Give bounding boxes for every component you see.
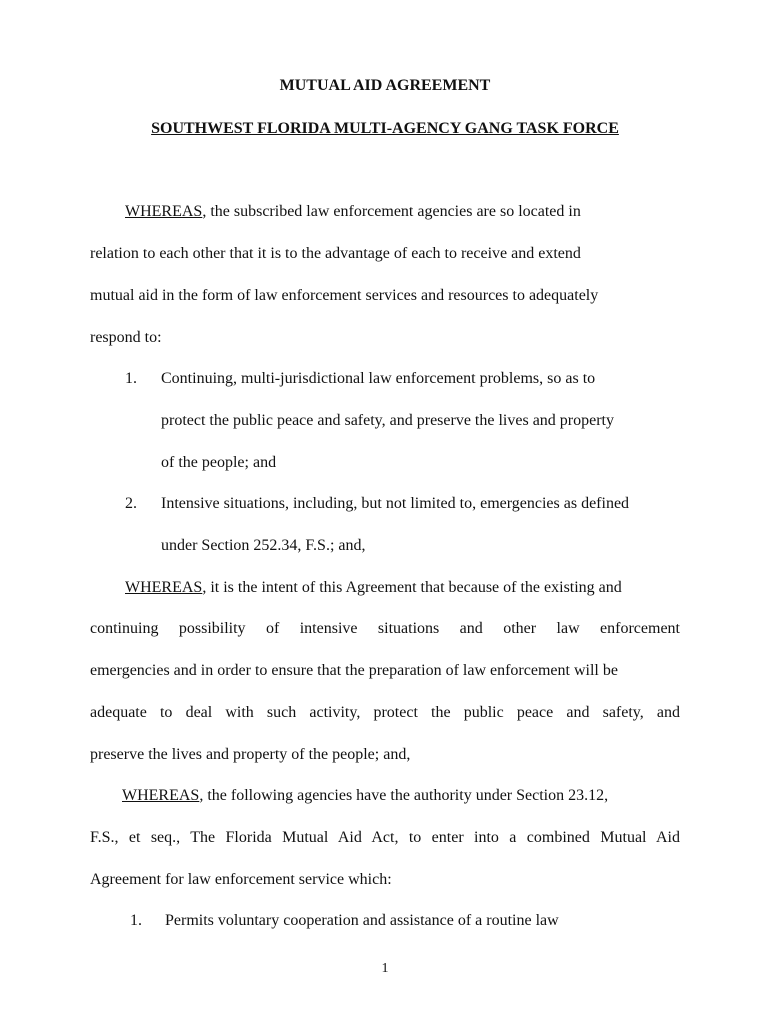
whereas-3-line-1-text: , the following agencies have the authority under Section 23.12, — [199, 787, 609, 804]
whereas-keyword: WHEREAS — [122, 787, 200, 804]
whereas-1-line-1-text: , the subscribed law enforcement agencies are so located in — [202, 203, 581, 220]
page-number: 1 — [381, 961, 389, 976]
whereas-2-line-1-text: , it is the intent of this Agreement that because of the existing and — [202, 579, 622, 596]
list-1-item-1-number: 1. — [125, 370, 137, 387]
document-subtitle: SOUTHWEST FLORIDA MULTI-AGENCY GANG TASK FORCE — [151, 120, 619, 137]
list-2-item-1-number: 1. — [130, 912, 142, 929]
list-1-item-1-line-2: protect the public peace and safety, and preserve the lives and property — [161, 412, 614, 429]
whereas-keyword: WHEREAS — [125, 579, 203, 596]
whereas-3-line-3: Agreement for law enforcement service which: — [90, 871, 392, 888]
whereas-2-line-1 — [125, 578, 622, 598]
whereas-1-line-4: respond to: — [90, 329, 162, 346]
whereas-3-line-2: F.S., et seq., The Florida Mutual Aid Act, to enter into a combined Mutual Aid — [90, 829, 680, 846]
list-2-item-1-line-1: Permits voluntary cooperation and assistance of a routine law — [165, 912, 559, 929]
whereas-1-line-3: mutual aid in the form of law enforcement services and resources to adequately — [90, 287, 599, 304]
whereas-2-line-3: emergencies and in order to ensure that the preparation of law enforcement will be — [90, 662, 618, 679]
list-1-item-2-line-2: under Section 252.34, F.S.; and, — [161, 537, 366, 554]
list-1-item-2-line-1: Intensive situations, including, but not limited to, emergencies as defined — [161, 495, 630, 512]
whereas-keyword: WHEREAS — [125, 203, 203, 220]
whereas-1-line-2: relation to each other that it is to the advantage of each to receive and extend — [90, 245, 581, 262]
whereas-2-line-4: adequate to deal with such activity, protect the public peace and safety, and — [90, 704, 680, 721]
list-1-item-1-line-1: Continuing, multi-jurisdictional law enforcement problems, so as to — [161, 370, 596, 387]
whereas-2-line-5: preserve the lives and property of the people; and, — [90, 746, 411, 763]
document-title: MUTUAL AID AGREEMENT — [279, 77, 491, 94]
whereas-3-line-1 — [122, 786, 608, 806]
list-1-item-1-line-3: of the people; and — [161, 454, 277, 471]
list-1-item-2-number: 2. — [125, 495, 137, 512]
whereas-2-line-2: continuing possibility of intensive situations and other law enforcement — [90, 620, 680, 637]
whereas-1-line-1 — [125, 202, 581, 222]
